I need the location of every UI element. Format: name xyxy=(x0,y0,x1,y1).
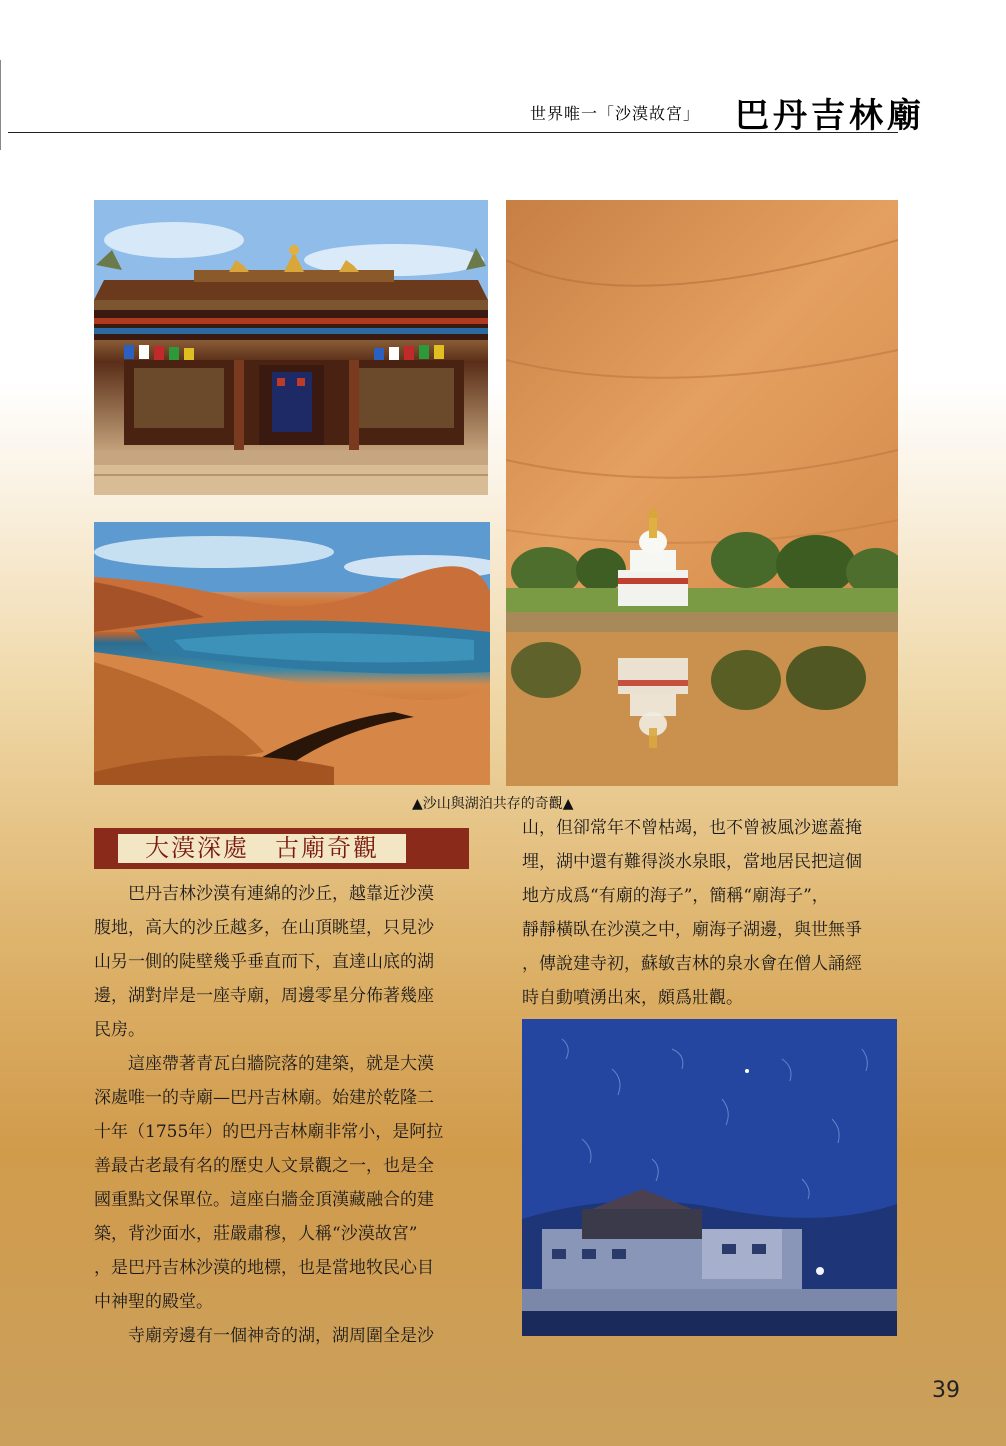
section-heading-box xyxy=(94,828,469,869)
left-column-text xyxy=(94,877,472,1353)
section-heading: 大漠深處 古廟奇觀 xyxy=(145,834,379,862)
temple-illustration xyxy=(94,200,488,495)
text-line: 寺廟旁邊有一個神奇的湖，湖周圍全是沙 xyxy=(94,1326,434,1346)
photo-temple xyxy=(94,200,488,495)
right-column-text xyxy=(522,811,906,1015)
night-illustration xyxy=(522,1019,897,1336)
photo-stupa xyxy=(506,200,898,786)
text-line: 築，背沙面水，莊嚴肅穆，人稱“沙漠故宮” xyxy=(94,1224,418,1244)
photo-caption: ▲沙山與湖泊共存的奇觀▲ xyxy=(412,796,574,812)
margin-rule xyxy=(0,60,1,150)
text-line: 邊，湖對岸是一座寺廟，周邊零星分佈著幾座 xyxy=(94,986,434,1006)
text-line: 國重點文保單位。這座白牆金頂漢藏融合的建 xyxy=(94,1190,434,1210)
text-line: 山另一側的陡壁幾乎垂直而下，直達山底的湖 xyxy=(94,952,434,972)
text-line: 這座帶著青瓦白牆院落的建築，就是大漠 xyxy=(94,1054,434,1074)
text-line: 時自動噴湧出來，頗爲壯觀。 xyxy=(522,988,743,1008)
text-line: 深處唯一的寺廟—巴丹吉林廟。始建於乾隆二 xyxy=(94,1088,434,1108)
lake-illustration xyxy=(94,522,490,785)
text-line: ，傳說建寺初，蘇敏吉林的泉水會在僧人誦經 xyxy=(522,954,862,974)
photo-lake xyxy=(94,522,490,785)
photo-night xyxy=(522,1019,897,1336)
text-line: 巴丹吉林沙漠有連綿的沙丘，越靠近沙漠 xyxy=(94,884,434,904)
section-heading-band xyxy=(118,834,406,863)
text-line: 中神聖的殿堂。 xyxy=(94,1292,213,1312)
text-line: ，是巴丹吉林沙漠的地標，也是當地牧民心目 xyxy=(94,1258,434,1278)
header-subtitle: 世界唯一「沙漠故宮」 xyxy=(529,104,700,123)
header-rule xyxy=(8,132,898,133)
text-line: 腹地，高大的沙丘越多，在山頂眺望，只見沙 xyxy=(94,918,434,938)
text-line: 善最古老最有名的歷史人文景觀之一，也是全 xyxy=(94,1156,434,1176)
text-line: 靜靜橫臥在沙漠之中，廟海子湖邊，與世無爭 xyxy=(522,920,862,940)
text-line: 埋，湖中還有難得淡水泉眼，當地居民把這個 xyxy=(522,852,862,872)
text-line: 十年（1755年）的巴丹吉林廟非常小，是阿拉 xyxy=(94,1122,444,1142)
stupa-illustration xyxy=(506,200,898,786)
text-line: 民房。 xyxy=(94,1020,145,1040)
page-number: 39 xyxy=(932,1378,960,1403)
header-title: 巴丹吉林廟 xyxy=(735,96,925,136)
text-line: 山，但卻常年不曾枯竭，也不曾被風沙遮蓋掩 xyxy=(522,818,862,838)
text-line: 地方成爲“有廟的海子”，簡稱“廟海子”， xyxy=(522,886,829,906)
